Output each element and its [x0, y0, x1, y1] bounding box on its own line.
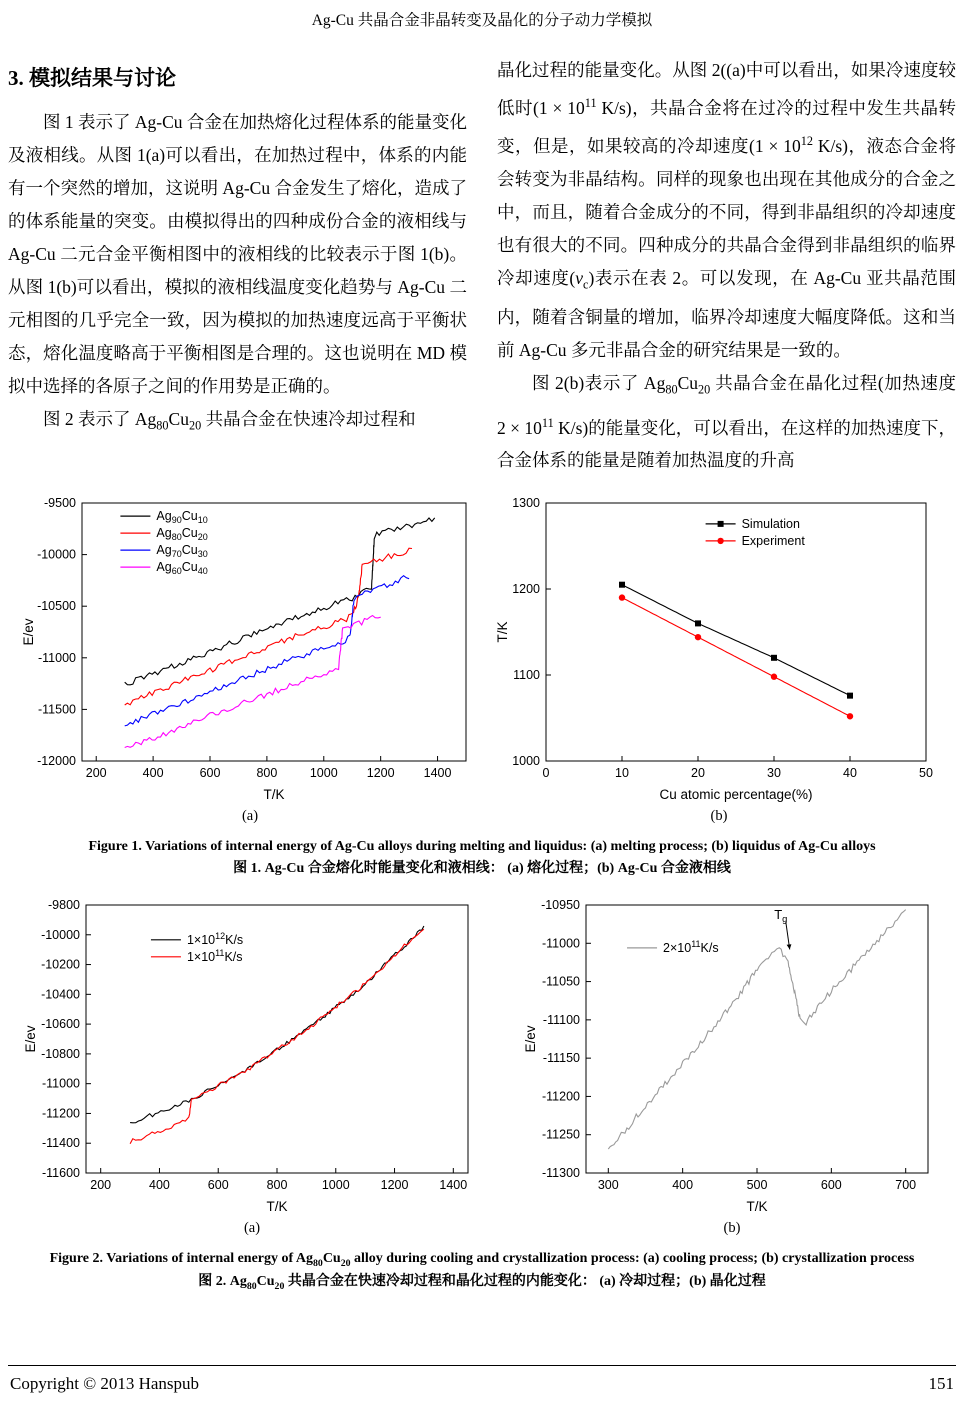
figure-2-chart-a [22, 895, 482, 1237]
melting-energy-chart [20, 493, 480, 805]
copyright-text: Copyright © 2013 Hanspub [10, 1374, 200, 1393]
figure-2-chart-b [522, 895, 942, 1237]
paragraph: 晶化过程的能量变化。从图 2((a)中可以看出，如果冷速度较低时($1 \times 10^{11}$ K/s)，共晶合金将在过冷的过程中发生共晶转变，但是，如果较高的冷却速度($1 \times 10^{12}$ K/s)，液态合金将会转变为非晶结构。同样的现象也出现在其他成分的合金之中，而且，随着合金成分的不同，得到非晶组织的冷却速度也有很大的不同。四种成分的共晶合金得到非晶组织的临界冷却速度$(v_c)$表示在表 2。可以发现，在 Ag-Cu 亚共晶范围内，随着含铜量的增加，临界冷却速度大幅度降低。这和当前 Ag-Cu 多元非晶合金的研究结果是一致的。 [497, 60, 956, 361]
svg-text:Cu atomic percentage(%): Cu atomic percentage(%) [659, 787, 813, 803]
figure-1-caption-en: Figure 1. Variations of internal energy of Ag-Cu alloys during melting and liquidus: (a) melting process; (b) liquidus of Ag-Cu alloys [88, 839, 876, 855]
svg-text:-10000: -10000 [37, 548, 76, 563]
running-head-title: Ag-Cu 共晶合金非晶转变及晶化的分子动力学模拟 [311, 12, 653, 29]
svg-text:-11500: -11500 [38, 702, 76, 717]
svg-text:-10400: -10400 [41, 987, 80, 1002]
liquidus-chart [494, 493, 944, 805]
svg-text:-11300: -11300 [542, 1165, 580, 1180]
svg-text:-11000: -11000 [38, 651, 76, 666]
body-columns [8, 54, 956, 477]
svg-text:-11000: -11000 [42, 1076, 80, 1091]
svg-text:-11000: -11000 [542, 935, 580, 950]
figure-2-caption-en: Figure 2. Variations of internal energy of $Ag_{80}Cu_{20}$ alloy during cooling and crystallization process: (a) cooling process; (b) crystallization process [49, 1250, 915, 1269]
svg-text:E/ev: E/ev [21, 618, 36, 646]
figure-1-caption [8, 837, 956, 878]
figure-1-caption-zh: 图 1. Ag-Cu 合金熔化时能量变化和液相线： (a) 熔化过程；(b) Ag-Cu 合金液相线 [233, 861, 731, 877]
svg-text:200: 200 [90, 1177, 112, 1192]
svg-text:-10200: -10200 [41, 957, 80, 972]
svg-text:1400: 1400 [439, 1177, 468, 1192]
svg-text:1×1012K/s: $1\times 10^{12}K/s$ [186, 930, 244, 947]
figure-1 [8, 493, 956, 878]
svg-text:50: 50 [919, 766, 933, 781]
svg-text:500: 500 [746, 1177, 768, 1192]
left-column [8, 54, 467, 477]
svg-text:-10000: -10000 [41, 927, 80, 942]
figure-2-sublabel-a: (a) [243, 1219, 261, 1236]
svg-text:800: 800 [266, 1177, 288, 1192]
svg-text:400: 400 [149, 1177, 170, 1192]
svg-text:E/ev: E/ev [523, 1025, 538, 1053]
svg-text:20: 20 [691, 766, 705, 781]
figure-1-sublabel-a: (a) [241, 808, 259, 825]
svg-text:Simulation: Simulation [741, 517, 800, 532]
svg-text:-11100: -11100 [542, 1012, 580, 1027]
svg-text:-11250: -11250 [542, 1127, 580, 1142]
svg-text:10: 10 [615, 766, 629, 781]
page-footer [8, 1365, 956, 1410]
svg-text:E/ev: E/ev [23, 1025, 38, 1053]
svg-text:T/K: T/K [495, 621, 510, 643]
paragraph: 图 1 表示了 Ag-Cu 合金在加热熔化过程体系的能量变化及液相线。从图 1(a)可以看出，在加热过程中，体系的内能有一个突然的增加，这说明 Ag-Cu 合金发生了熔化，造成了的体系能量的突变。由模拟得出的四种成份合金的液相线与 Ag-Cu 二元合金平衡相图中的液相线的比较表示于图 1(b)。从图 1(b)可以看出，模拟的液相线温度变化趋势与 Ag-Cu 二元相图的几乎完全一致，因为模拟的加热速度远高于平衡状态，熔化温度略高于平衡相图是合理的。这也说明在 MD 模拟中选择的各原子之间的作用势是正确的。 [8, 112, 467, 396]
svg-text:1200: 1200 [380, 1177, 409, 1192]
figure-1-chart-a [20, 493, 480, 825]
svg-text:-12000: -12000 [37, 754, 76, 769]
svg-text:Ag70Cu30: $Ag_{70}Cu_{30}$ [156, 543, 208, 560]
svg-text:1000: 1000 [512, 754, 540, 769]
svg-text:-10600: -10600 [41, 1016, 80, 1031]
svg-text:700: 700 [895, 1177, 917, 1192]
figure-1-chart-b [494, 493, 944, 825]
svg-text:1200: 1200 [366, 766, 395, 781]
svg-text:1200: 1200 [512, 582, 540, 597]
figure-2-sublabel-b: (b) [723, 1219, 741, 1236]
svg-text:-9800: -9800 [48, 897, 80, 912]
svg-text:40: 40 [843, 766, 857, 781]
svg-text:-11050: -11050 [542, 974, 580, 989]
svg-text:1000: 1000 [309, 766, 338, 781]
svg-text:Ag60Cu40: $Ag_{60}Cu_{40}$ [156, 560, 208, 577]
svg-text:Tg: $T_g$ [774, 906, 788, 924]
svg-text:1300: 1300 [512, 496, 540, 511]
svg-text:2×1011K/s: $2\times 10^{11}K/s$ [663, 938, 719, 955]
svg-text:600: 600 [199, 766, 221, 781]
svg-text:T/K: T/K [266, 1198, 288, 1214]
svg-text:1000: 1000 [321, 1177, 350, 1192]
svg-text:T/K: T/K [263, 787, 285, 803]
svg-text:1×1011K/s: $1\times 10^{11}K/s$ [186, 947, 243, 964]
page-number: 151 [928, 1374, 954, 1393]
figure-2-caption [8, 1249, 956, 1294]
svg-text:600: 600 [207, 1177, 229, 1192]
svg-text:1100: 1100 [513, 668, 540, 683]
svg-text:-9500: -9500 [44, 496, 76, 511]
svg-text:400: 400 [142, 766, 164, 781]
svg-text:-11200: -11200 [542, 1089, 580, 1104]
svg-text:Ag80Cu20: $Ag_{80}Cu_{20}$ [156, 526, 208, 543]
figure-1-charts [8, 493, 956, 825]
cooling-energy-chart [22, 895, 482, 1217]
svg-text:-11400: -11400 [42, 1135, 80, 1150]
crystallization-energy-chart [522, 895, 942, 1217]
svg-text:-10800: -10800 [41, 1046, 80, 1061]
paragraph: 图 2 表示了 $Ag_{80}Cu_{20}$ 共晶合金在快速冷却过程和 [43, 409, 416, 433]
right-column [497, 54, 956, 477]
svg-text:30: 30 [767, 766, 781, 781]
figure-2-caption-zh: 图 2. $Ag_{80}Cu_{20}$ 共晶合金在快速冷却过程和晶化过程的内能变化： (a) 冷却过程；(b) 晶化过程 [198, 1274, 766, 1292]
svg-text:-11150: -11150 [542, 1050, 580, 1065]
svg-text:0: 0 [542, 766, 550, 781]
svg-text:-10500: -10500 [37, 599, 76, 614]
svg-text:Experiment: Experiment [741, 534, 805, 549]
svg-text:300: 300 [597, 1177, 619, 1192]
svg-text:Ag90Cu10: $Ag_{90}Cu_{10}$ [156, 509, 208, 526]
svg-text:600: 600 [820, 1177, 842, 1192]
figure-2-charts [8, 895, 956, 1237]
svg-text:T/K: T/K [746, 1198, 768, 1214]
svg-text:200: 200 [85, 766, 107, 781]
paragraph: 图 2(b)表示了 $Ag_{80}Cu_{20}$ 共晶合金在晶化过程(加热速度 $2 \times 10^{11}$ K/s)的能量变化，可以看出，在这样的加热速度下，合金体系的能量是随着加热温度的升高 [497, 373, 957, 471]
section-heading: 3. 模拟结果与讨论 [8, 66, 176, 90]
svg-text:800: 800 [256, 766, 278, 781]
svg-text:1400: 1400 [423, 766, 452, 781]
svg-text:-11600: -11600 [42, 1165, 80, 1180]
svg-text:400: 400 [672, 1177, 694, 1192]
svg-text:-10950: -10950 [541, 897, 580, 912]
svg-text:-11200: -11200 [42, 1106, 80, 1121]
figure-2 [8, 895, 956, 1294]
figure-1-sublabel-b: (b) [710, 808, 728, 825]
